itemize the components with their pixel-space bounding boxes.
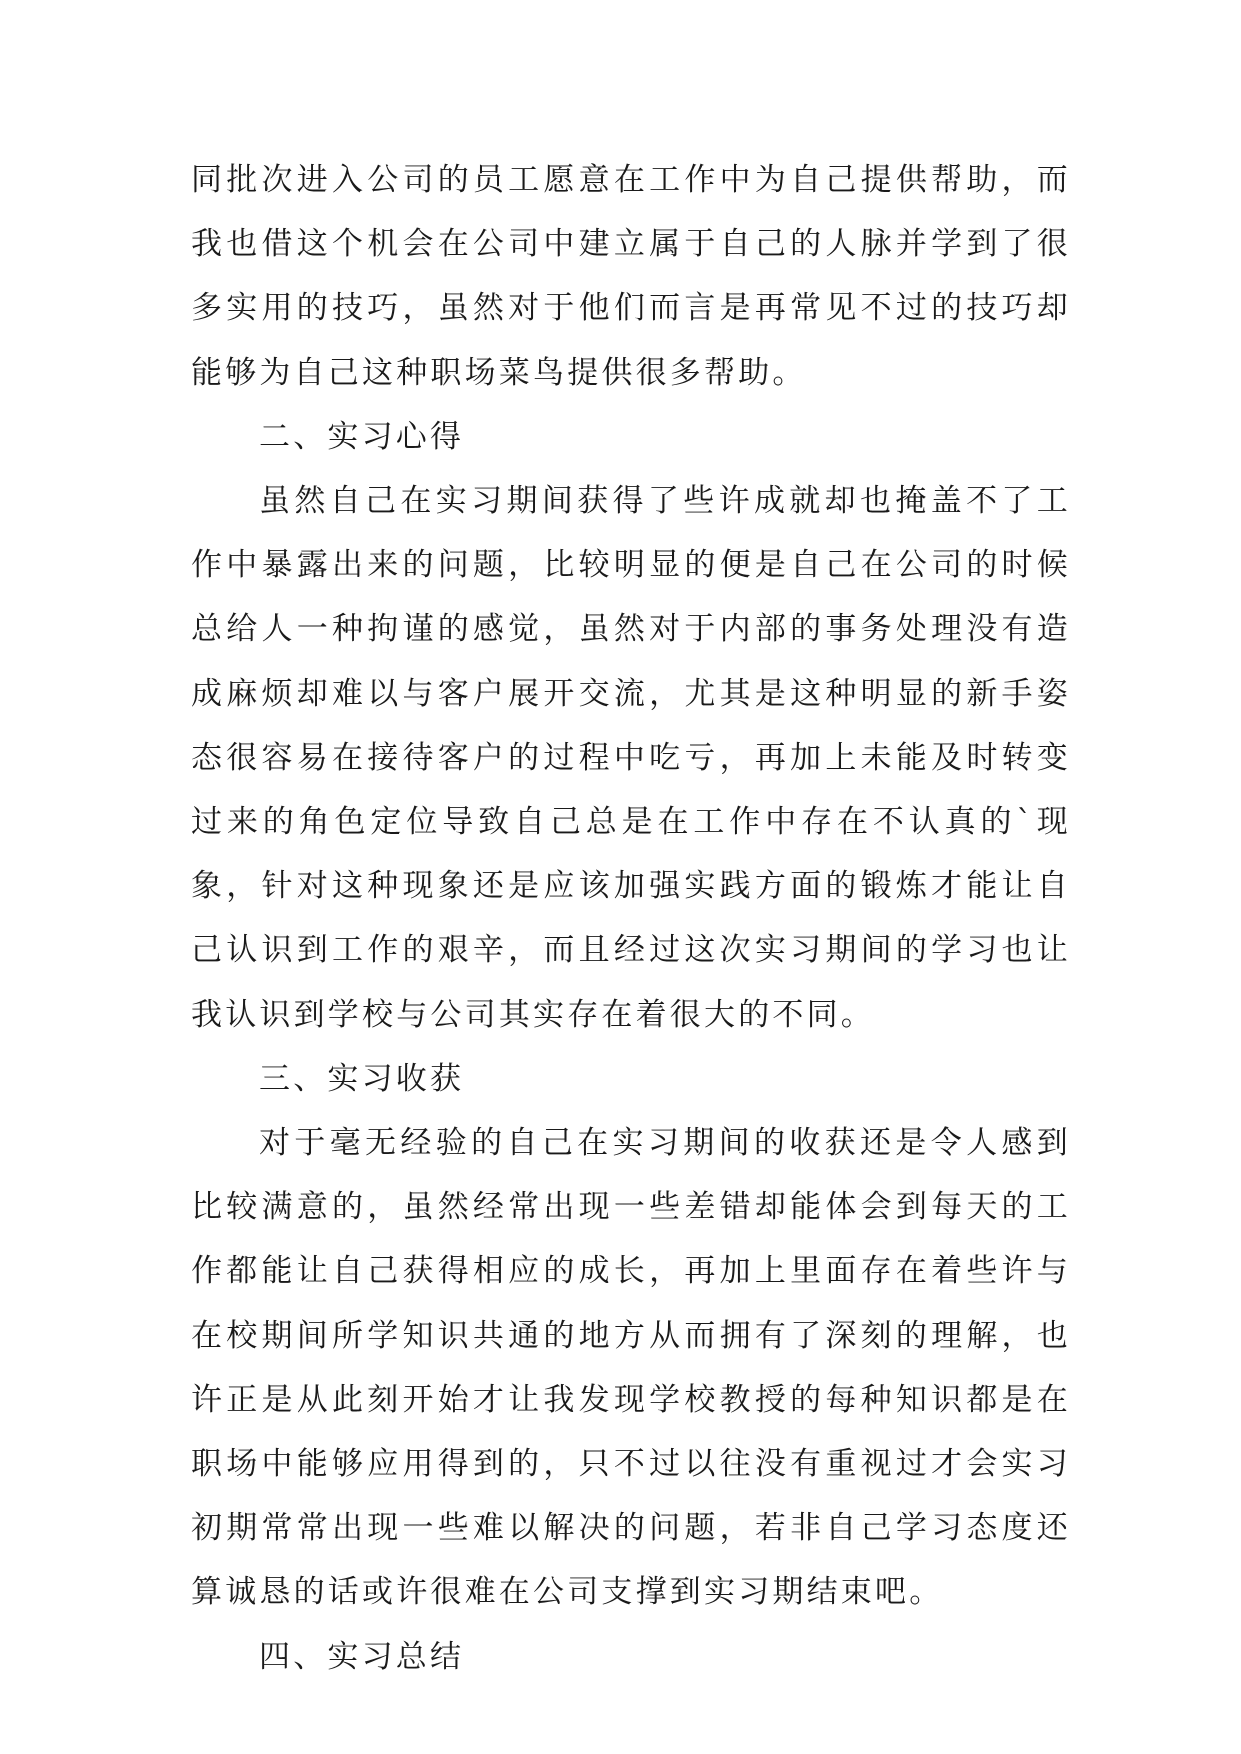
paragraph-internship-gains: 对于毫无经验的自己在实习期间的收获还是令人感到比较满意的，虽然经常出现一些差错却能体会到每天的工作都能让自己获得相应的成长，再加上里面存在着些许与在校期间所学知识共通的地方从而拥有了深刻的理解，也许正是从此刻开始才让我发现学校教授的每种知识都是在职场中能够应用得到的，只不过以往没有重视过才会实习初期常常出现一些难以解决的问题，若非自己学习态度还算诚恳的话或许很难在公司支撑到实习期结束吧。 <box>191 1125 1071 1611</box>
section-heading-internship-gains: 三、实习收获 <box>259 1060 465 1097</box>
paragraph-continuation: 同批次进入公司的员工愿意在工作中为自己提供帮助，而我也借这个机会在公司中建立属于自己的人脉并学到了很多实用的技巧，虽然对于他们而言是再常见不过的技巧却能够为自己这种职场菜鸟提供很多帮助。 <box>191 162 1071 391</box>
paragraph-internship-experience: 虽然自己在实习期间获得了些许成就却也掩盖不了工作中暴露出来的问题，比较明显的便是自己在公司的时候总给人一种拘谨的感觉，虽然对于内部的事务处理没有造成麻烦却难以与客户展开交流，尤其是这种明显的新手姿态很容易在接待客户的过程中吃亏，再加上未能及时转变过来的角色定位导致自己总是在工作中存在不认真的`现象，针对这种现象还是应该加强实践方面的锻炼才能让自己认识到工作的艰辛，而且经过这次实习期间的学习也让我认识到学校与公司其实存在着很大的不同。 <box>191 483 1071 1033</box>
section-heading-internship-experience: 二、实习心得 <box>259 418 465 455</box>
section-heading-internship-summary: 四、实习总结 <box>259 1638 465 1675</box>
document-body <box>191 148 1071 1689</box>
